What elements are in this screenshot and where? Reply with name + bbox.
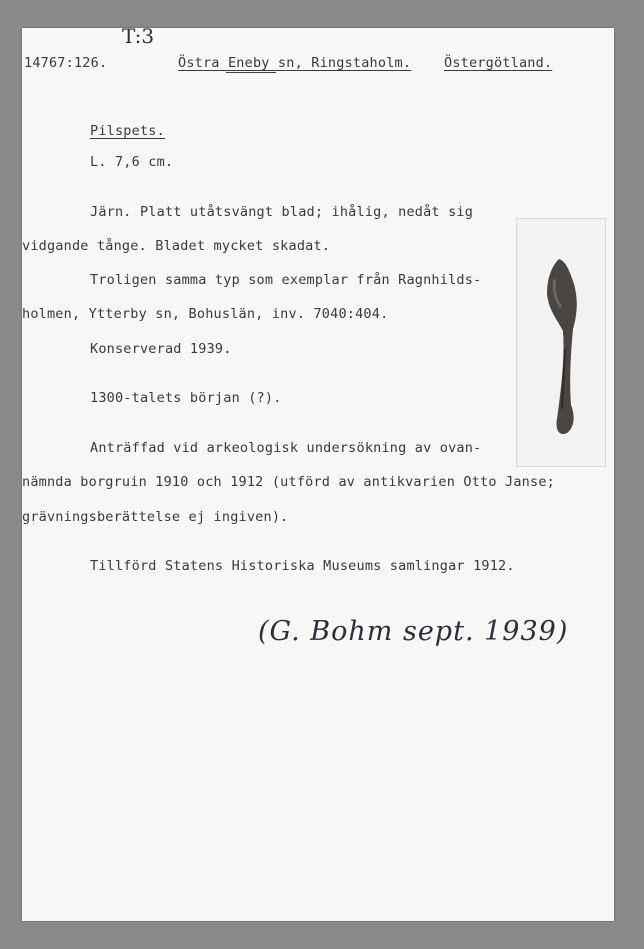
signature: (G. Bohm sept. 1939) [258, 616, 569, 647]
arrowhead-image [517, 219, 605, 466]
province-label: Östergötland. [444, 55, 553, 71]
description-line: Troligen samma typ som exemplar från Ragnhilds- [90, 272, 482, 288]
arrowhead-photo [516, 218, 606, 467]
catalog-card [22, 24, 614, 921]
description-line: 1300-talets början (?). [90, 390, 282, 406]
underline-mark [226, 72, 276, 73]
description-line: Tillförd Statens Historiska Museums samlingar 1912. [90, 558, 515, 574]
handwritten-note: T:3 [122, 24, 155, 48]
description-line: Konserverad 1939. [90, 341, 232, 357]
location-label: Östra Eneby sn, Ringstaholm. [178, 55, 412, 71]
description-line: holmen, Ytterby sn, Bohuslän, inv. 7040:404. [22, 306, 389, 322]
description-line: vidgande tånge. Bladet mycket skadat. [22, 238, 331, 254]
description-line: grävningsberättelse ej ingiven). [22, 509, 289, 525]
object-name: Pilspets. [90, 123, 165, 139]
inventory-number: 14767:126. [24, 55, 108, 71]
description-line: Järn. Platt utåtsvängt blad; ihålig, nedåt sig [90, 204, 474, 220]
description-line: nämnda borgruin 1910 och 1912 (utförd av antikvarien Otto Janse; [22, 474, 555, 490]
description-line: Anträffad vid arkeologisk undersökning av ovan- [90, 440, 482, 456]
object-length: L. 7,6 cm. [90, 154, 174, 170]
